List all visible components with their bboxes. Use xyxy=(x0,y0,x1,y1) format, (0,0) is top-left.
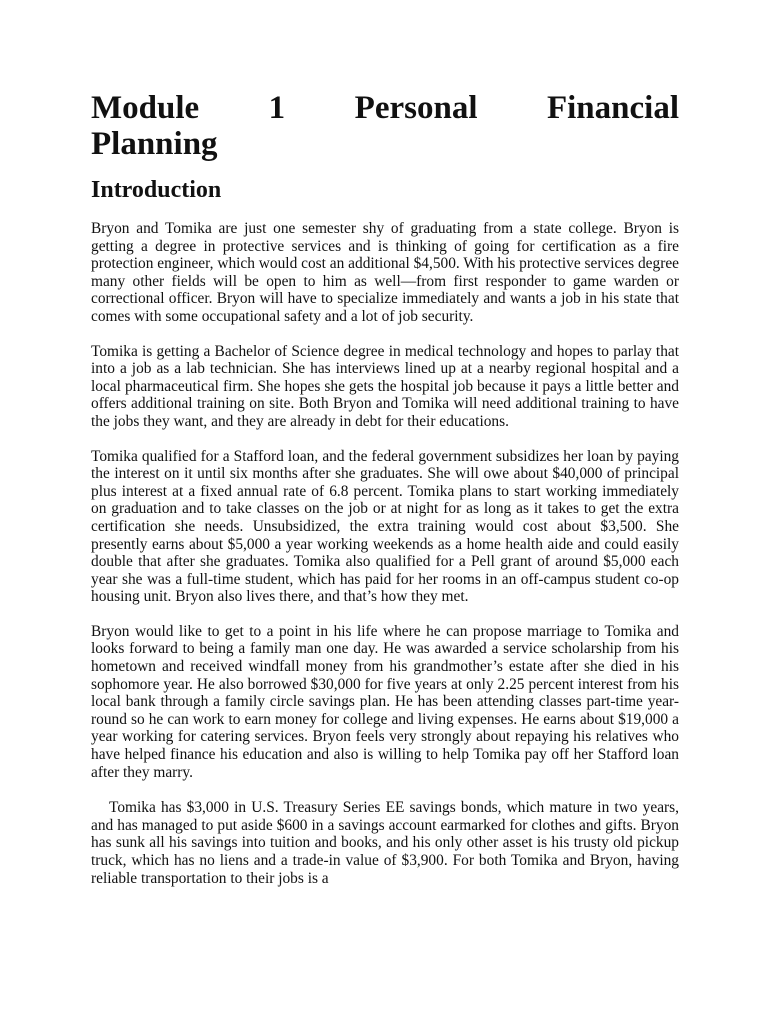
document-page xyxy=(91,90,679,887)
paragraph-1: Bryon and Tomika are just one semester shy of graduating from a state college. Bryon is getting a degree in protective services and is thinking of going for certification as a fire protection engineer, which would cost an additional $4,500. With his protective services degree many other fields will be open to him as well—from first responder to game warden or correctional officer. Bryon will have to specialize immediately and wants a job in his state that comes with some occupational safety and a lot of job security. xyxy=(91,220,679,325)
document-title-line-1: Module 1 Personal Financial xyxy=(91,90,679,126)
paragraph-3: Tomika qualified for a Stafford loan, and the federal government subsidizes her loan by paying the interest on it until six months after she graduates. She will owe about $40,000 of principal plus interest at a fixed annual rate of 6.8 percent. Tomika plans to start working immediately on graduation and to take classes on the job or at night for as long as it takes to get the extra certification she needs. Unsubsidized, the extra training would cost about $3,500. She presently earns about $5,000 a year working weekends as a home health aide and could easily double that after she graduates. Tomika also qualified for a Pell grant of around $5,000 each year she was a full-time student, which has paid for her rooms in an off-campus student co-op housing unit. Bryon also lives there, and that’s how they met. xyxy=(91,447,679,606)
paragraph-2: Tomika is getting a Bachelor of Science degree in medical technology and hopes to parlay that into a job as a lab technician. She has interviews lined up at a nearby regional hospital and a local pharmaceutical firm. She hopes she gets the hospital job because it pays a little better and offers additional training on site. Both Bryon and Tomika will need additional training to have the jobs they want, and they are already in debt for their educations. xyxy=(91,342,679,430)
paragraph-4: Bryon would like to get to a point in his life where he can propose marriage to Tomika and looks forward to being a family man one day. He was awarded a service scholarship from his hometown and received windfall money from his grandmother’s estate after she died in his sophomore year. He also borrowed $30,000 for five years at only 2.25 percent interest from his local bank through a family circle savings plan. He has been attending classes part-time year-round so he can work to earn money for college and living expenses. He earns about $19,000 a year working for catering services. Bryon feels very strongly about repaying his relatives who have helped finance his education and also is willing to help Tomika pay off her Stafford loan after they marry. xyxy=(91,622,679,781)
paragraph-5: Tomika has $3,000 in U.S. Treasury Series EE savings bonds, which mature in two years, and has managed to put aside $600 in a savings account earmarked for clothes and gifts. Bryon has sunk all his savings into tuition and books, and his only other asset is his trusty old pickup truck, which has no liens and a trade-in value of $3,900. For both Tomika and Bryon, having reliable transportation to their jobs is a xyxy=(91,799,679,887)
section-heading: Introduction xyxy=(91,177,222,203)
document-title xyxy=(91,90,679,162)
document-title-line-2: Planning xyxy=(91,126,218,162)
